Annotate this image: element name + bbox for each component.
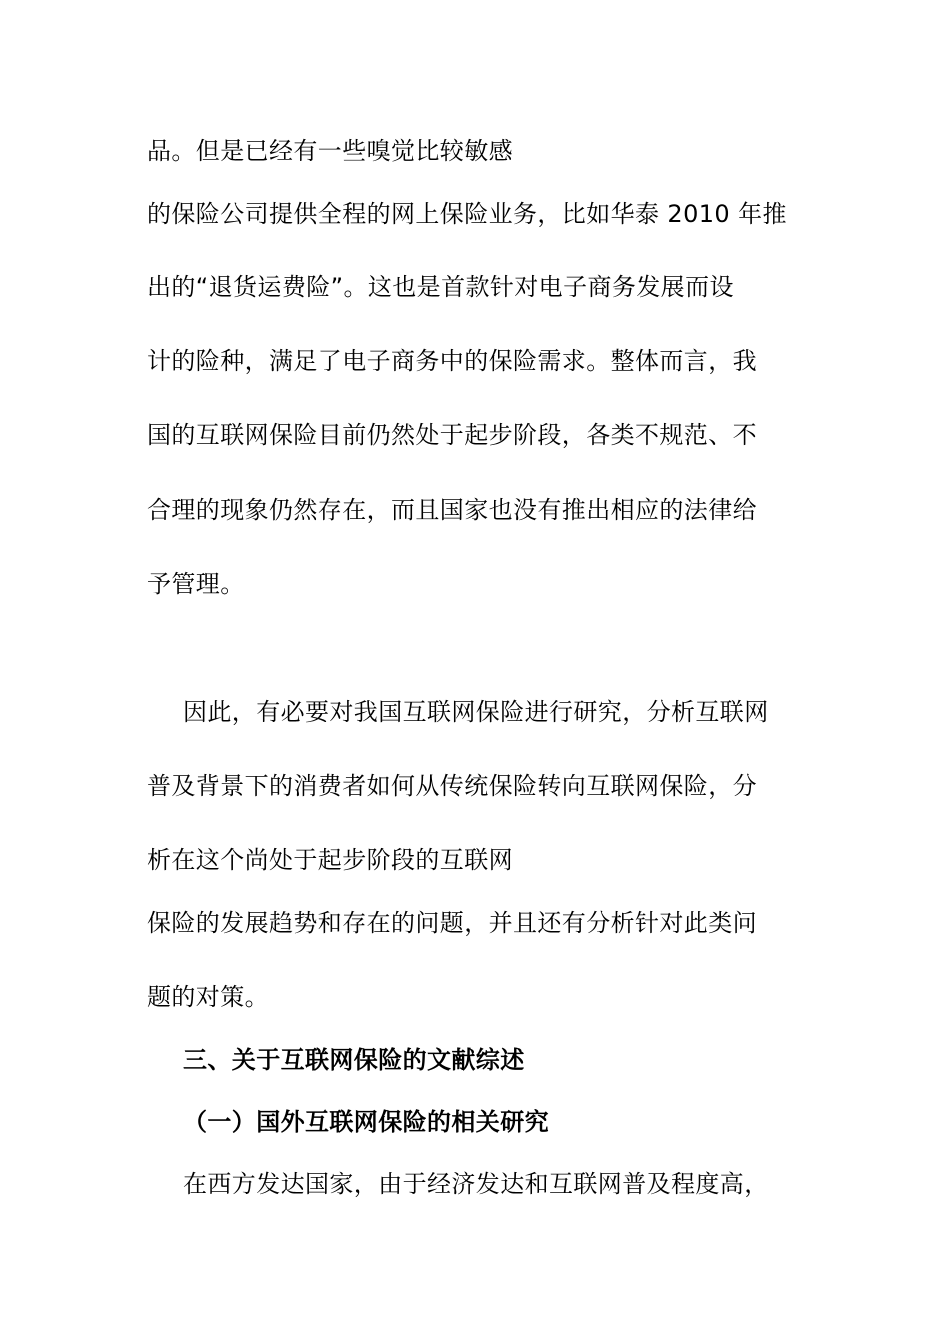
paragraph-line: 予管理。 bbox=[147, 570, 245, 598]
paragraph-line: 计的险种，满足了电子商务中的保险需求。整体而言，我 bbox=[147, 347, 757, 375]
paragraph-line: 题的对策。 bbox=[147, 983, 269, 1011]
paragraph-line: 品。但是已经有一些嗅觉比较敏感 bbox=[147, 137, 513, 165]
paragraph-line: 在西方发达国家，由于经济发达和互联网普及程度高， bbox=[183, 1170, 769, 1198]
section-heading: 三、关于互联网保险的文献综述 bbox=[183, 1046, 525, 1074]
paragraph-line: 国的互联网保险目前仍然处于起步阶段，各类不规范、不 bbox=[147, 421, 757, 449]
paragraph-line: 出的“退货运费险”。这也是首款针对电子商务发展而设 bbox=[147, 273, 734, 301]
paragraph-line: 合理的现象仍然存在，而且国家也没有推出相应的法律给 bbox=[147, 496, 757, 524]
paragraph-line: 因此，有必要对我国互联网保险进行研究，分析互联网 bbox=[183, 698, 769, 726]
paragraph-line: 析在这个尚处于起步阶段的互联网 bbox=[147, 846, 513, 874]
paragraph-line: 的保险公司提供全程的网上保险业务，比如华泰 2010 年推 bbox=[147, 200, 787, 228]
paragraph-line: 保险的发展趋势和存在的问题，并且还有分析针对此类问 bbox=[147, 909, 757, 937]
paragraph-line: 普及背景下的消费者如何从传统保险转向互联网保险，分 bbox=[147, 772, 757, 800]
subsection-heading: （一）国外互联网保险的相关研究 bbox=[183, 1108, 549, 1136]
